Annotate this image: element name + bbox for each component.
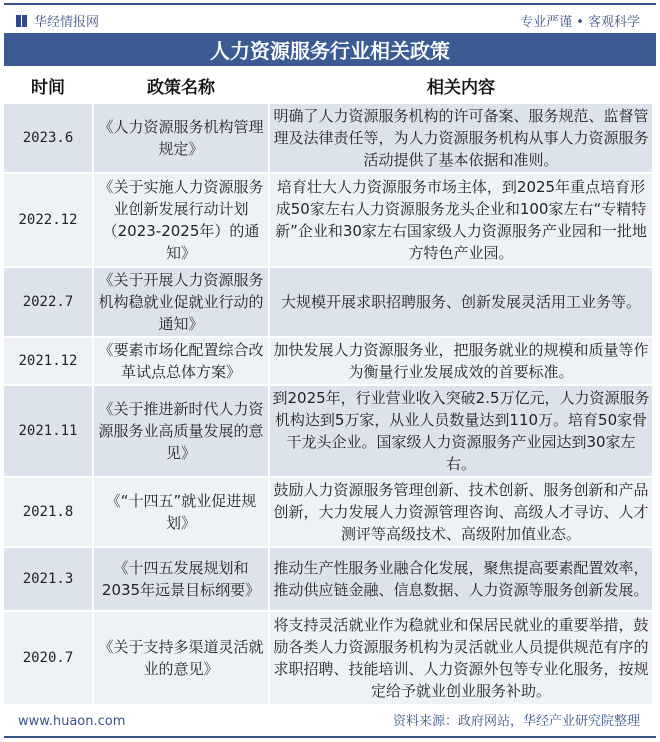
column-header-content: 相关内容 xyxy=(270,69,652,102)
cell-time: 2021.12 xyxy=(4,338,92,384)
cell-policy-name: 《十四五发展规划和2035年远景目标纲要》 xyxy=(94,548,268,610)
cell-time: 2021.3 xyxy=(4,548,92,610)
source-note: 资料来源：政府网站，华经产业研究院整理 xyxy=(392,714,640,729)
cell-policy-name: 《关于实施人力资源服务业创新发展行动计划（2023-2025年）的通知》 xyxy=(94,174,268,266)
cell-content: 将支持灵活就业作为稳就业和保居民就业的重要举措，鼓励各类人力资源服务机构为灵活就业人员提供规范有序的求职招聘、技能培训、人力资源外包等专业化服务，按规定给予就业创业服务补助。 xyxy=(270,612,652,704)
cell-content: 培育壮大人力资源服务市场主体，到2025年重点培育形成50家左右人力资源服务龙头企业和100家左右“专精特新”企业和30家左右国家级人力资源服务产业园和一批地方特色产业园。 xyxy=(270,174,652,266)
bottom-rule xyxy=(4,736,656,738)
table-row xyxy=(4,478,652,546)
cell-content: 大规模开展求职招聘服务、创新发展灵活用工业务等。 xyxy=(270,268,652,336)
brand-logo-icon xyxy=(16,15,28,27)
table-row xyxy=(4,612,652,704)
top-rule xyxy=(4,3,656,5)
table-row xyxy=(4,386,652,476)
table-row xyxy=(4,548,652,610)
cell-content: 推动生产性服务业融合化发展，聚焦提高要素配置效率，推动供应链金融、信息数据、人力资源等服务创新发展。 xyxy=(270,548,652,610)
table-row xyxy=(4,268,652,336)
cell-content: 明确了人力资源服务机构的许可备案、服务规范、监督管理及法律责任等，为人力资源服务机构从事人力资源服务活动提供了基本依据和准则。 xyxy=(270,104,652,172)
cell-time: 2020.7 xyxy=(4,612,92,704)
cell-time: 2021.11 xyxy=(4,386,92,476)
table-row xyxy=(4,104,652,172)
cell-policy-name: 《“十四五”就业促进规划》 xyxy=(94,478,268,546)
cell-time: 2022.7 xyxy=(4,268,92,336)
table-title: 人力资源服务行业相关政策 xyxy=(4,33,656,66)
table-row xyxy=(4,174,652,266)
cell-policy-name: 《关于推进新时代人力资源服务业高质量发展的意见》 xyxy=(94,386,268,476)
brand-name: 华经情报网 xyxy=(34,15,100,30)
cell-policy-name: 《要素市场化配置综合改革试点总体方案》 xyxy=(94,338,268,384)
cell-time: 2021.8 xyxy=(4,478,92,546)
policy-table xyxy=(2,67,654,706)
cell-content: 鼓励人力资源服务管理创新、技术创新、服务创新和产品创新，大力发展人力资源管理咨询、高级人才寻访、人才测评等高级技术、高级附加值业态。 xyxy=(270,478,652,546)
header-row xyxy=(4,69,652,102)
cell-content: 加快发展人力资源服务业，把服务就业的规模和质量等作为衡量行业发展成效的首要标准。 xyxy=(270,338,652,384)
cell-time: 2022.12 xyxy=(4,174,92,266)
cell-time: 2023.6 xyxy=(4,104,92,172)
table-row xyxy=(4,338,652,384)
brand xyxy=(16,11,99,30)
slogan: 专业严谨 • 客观科学 xyxy=(520,15,640,30)
cell-policy-name: 《关于开展人力资源服务机构稳就业促就业行动的通知》 xyxy=(94,268,268,336)
cell-policy-name: 《人力资源服务机构管理规定》 xyxy=(94,104,268,172)
cell-content: 到2025年，行业营业收入突破2.5万亿元，人力资源服务机构达到5万家，从业人员数量达到110万。培育50家骨干龙头企业。国家级人力资源服务产业园达到30家左右。 xyxy=(270,386,652,476)
website-url: www.huaon.com xyxy=(18,714,126,729)
cell-policy-name: 《关于支持多渠道灵活就业的意见》 xyxy=(94,612,268,704)
column-header-name: 政策名称 xyxy=(94,69,268,102)
column-header-time: 时间 xyxy=(4,69,92,102)
